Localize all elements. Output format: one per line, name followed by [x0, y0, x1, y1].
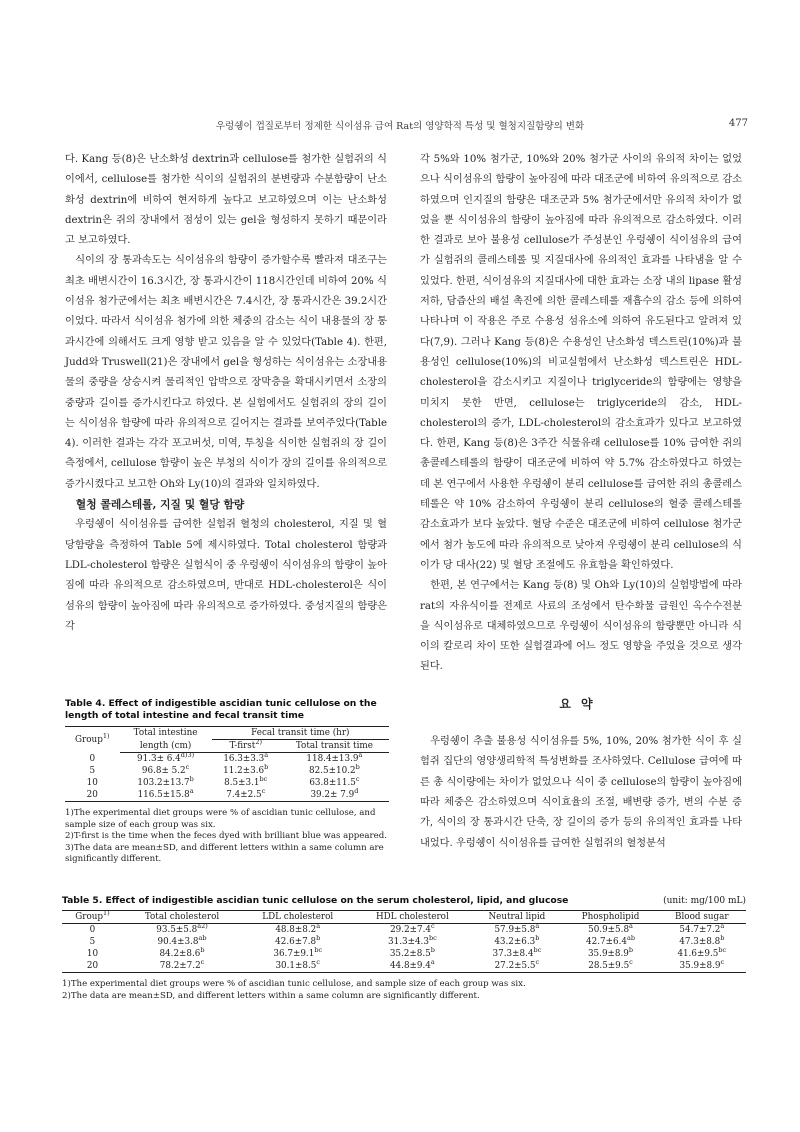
table-cell: 103.2±13.7$^b$: [137, 775, 194, 788]
table-cell: 5: [89, 766, 96, 776]
table-cell: 48.8±8.2$^a$: [275, 922, 321, 935]
column-header: Group$^{1)}$: [65, 727, 120, 753]
column-header: Phospholipid: [563, 911, 657, 924]
table-cell: 10: [86, 778, 98, 788]
table-cell: 57.9±5.8$^a$: [494, 922, 540, 935]
column-header: length (cm): [120, 740, 212, 753]
table-cell: 43.2±6.3$^b$: [494, 934, 540, 947]
table-cell: 47.3±8.8$^b$: [679, 934, 725, 947]
table-cell: 11.2±3.6$^b$: [223, 763, 269, 776]
table-4: [65, 698, 389, 866]
table-cell: 42.7±6.4$^{ab}$: [586, 934, 636, 947]
running-header: 우렁쉥이 껍질로부터 정제한 식이섬유 급여 Rat의 영양학적 특성 및 혈청지질함량의 변화: [215, 121, 585, 132]
body-paragraph: 한편, 본 연구에서는 Kang 등(8) 및 Oh와 Ly(10)의 실험방법에 따라 rat의 자유식이를 전제로 사료의 조성에서 탄수화물 급원인 옥수수전분을 식이섬유로 대체하였으므로 우렁쉥이 식이섬유의 함량뿐만 아니라 식이의 칼로리 차이 또한 실험결과에 어느 정도 영향을 주었을 것으로 생각된다.: [420, 580, 742, 673]
table-cell: 116.5±15.8$^a$: [120, 789, 212, 802]
table-cell: 10: [86, 949, 99, 959]
column-header: LDL cholesterol: [241, 911, 354, 924]
table-cell: 20: [62, 960, 123, 973]
column-group-header: Fecal transit time (hr): [212, 727, 389, 740]
table-cell: 35.9±8.9$^c$: [658, 960, 746, 973]
column-header: Total intestine: [120, 727, 212, 740]
footnote: 2)T-first is the time when the feces dyed with brilliant blue was appeared.: [65, 831, 387, 842]
footnote: 1)The experimental diet groups were % of ascidian tunic cellulose, and sample size of each group was six.: [65, 808, 376, 830]
table-cell: 44.8±9.4$^a$: [354, 960, 470, 973]
table-footnotes: [62, 979, 746, 1002]
data-table: [62, 910, 746, 973]
body-paragraph: 각 5%와 10% 첨가군, 10%와 20% 첨가군 사이의 유의적 차이는 없었으나 식이섬유의 함량이 높아짐에 따라 대조군에 비하여 유의적으로 감소하였으며 인지질의 함량은 대조군과 5% 첨가군에서만 유의적 차이가 없었을 뿐 식이섬유의 함량이 높아짐에 따라 유의적으로 감소하였다. 이러한 결과로 보아 불용성 cellulose가 주성분인 우렁쉥이 식이섬유의 급여가 실험쥐의 콜레스테롤 및 지질대사에 유의적인 효과를 나타냄을 알 수 있었다. 한편, 식이섬유의 지질대사에 대한 효과는 소장 내의 lipase 활성 저하, 담즙산의 배설 촉진에 의한 콜레스테롤 재흡수의 감소 등에 의하여 나타나며 이 작용은 주로 수용성 섬유소에 의하여 유도된다고 알려져 있다(7,9). 그러나 Kang 등(8)은 수용성인 난소화성 덱스트린(10%)과 불용성인 cellulose(10%)의 비교실험에서 난소화성 덱스트린은 HDL-cholesterol을 감소시키고 지질이나 triglyceride의 함량에는 영향을 미치지 못한 반면, cellulose는 triglyceride의 감소, HDL-cholesterol의 증가, LDL-cholesterol의 감소효과가 있다고 보고하였다. 한편, Kang 등(8)은 3주간 식물유래 cellulose를 10% 급여한 쥐의 총콜레스테롤의 함량이 대조군에 비하여 약 5.7% 감소하였다고 하였는데 본 연구에서 사용한 우렁쉥이 분리 cellulose를 급여한 쥐의 총콜레스테롤은 약 10% 감소하여 우렁쉥이 분리 cellulose의 혈중 콜레스테롤 감소효과가 보다 높았다. 혈당 수준은 대조군에 비하여 cellulose 첨가군에서 첨가 농도에 따라 유의적으로 낮아져 우렁쉥이 분리 cellulose의 식이가 당 대사(22) 및 혈당 조절에도 유효함을 확인하였다.: [420, 154, 742, 571]
table-cell: 30.1±8.5$^c$: [241, 960, 354, 973]
table-cell: 39.2± 7.9$^d$: [280, 789, 389, 802]
right-column: [420, 150, 742, 854]
body-paragraph: 다. Kang 등(8)은 난소화성 dextrin과 cellulose를 첨가한 실험쥐의 식이에서, cellulose를 첨가한 식이의 실험쥐의 분변량과 수분함량이 난소화성 dextrin에 비하여 현저하게 높다고 보고하였으며 이는 난소화성 dextrin은 쥐의 장내에서 점성이 있는 gel을 형성하지 못하기 때문이라고 보고하였다.: [65, 154, 387, 247]
table-cell: 8.5±3.1$^{bc}$: [224, 775, 268, 788]
left-column: [65, 150, 387, 637]
table-row: [65, 753, 389, 766]
summary-heading: 요약: [559, 696, 603, 711]
table-cell: 41.6±9.5$^{bc}$: [677, 946, 727, 959]
table-footnotes: [65, 808, 389, 866]
table-cell: 36.7±9.1$^{bc}$: [273, 946, 323, 959]
body-paragraph: 식이의 장 통과속도는 식이섬유의 함량이 증가할수록 빨라져 대조구는 최초 배변시간이 16.3시간, 장 통과시간이 118시간인데 비하여 20% 식이섬유 첨가군에서는 최초 배변시간은 7.4시간, 장 통과시간은 39.2시간이었다. 따라서 식이섬유 첨가에 의한 체중의 감소는 식이 내용물의 장 통과시간에 의해서도 크게 영향 받고 있음을 알 수 있었다(Table 4). 한편, Judd와 Truswell(21)은 장내에서 gel을 형성하는 식이섬유는 소장내용물의 중량을 상승시켜 물리적인 압박으로 장막층을 확대시키면서 소장의 중량과 길이를 증가시킨다고 하였다. 본 실험에서도 실험쥐의 장의 길이는 식이섬유 함량에 따라 유의적으로 길어지는 결과를 보여주었다(Table 4). 이러한 결과는 각각 포고버섯, 미역, 투칭을 식이한 실험쥐의 장 길이 측정에서, cellulose 함량이 높은 부청의 식이가 장의 길이를 유의적으로 증가시켰다고 보고한 Oh와 Ly(10)의 결과와 일치하였다.: [65, 255, 387, 490]
data-table: [65, 726, 389, 802]
column-header: Total transit time: [280, 740, 389, 753]
column-header: Group$^{1)}$: [62, 911, 123, 924]
table-cell: 16.3±3.3$^a$: [223, 751, 269, 764]
summary-paragraph: 우렁쉥이 추출 불용성 식이섬유를 5%, 10%, 20% 첨가한 식이 후 실험쥐 집단의 영양생리학적 특성변화를 조사하였다. Cellulose 급여에 따른 총 식이량에는 차이가 없었으나 식이 중 cellulose의 함량이 높아짐에 따라 체중은 감소하였으며 식이효율의 조절, 배변량 증가, 변의 수분 증가, 식이의 장 통과시간 단축, 장 길이의 증가 등의 유의적인 효과를 나타내었다. 우렁쉥이 식이섬유를 급여한 실험쥐의 혈청분석: [420, 736, 742, 849]
table-5: [62, 895, 746, 1002]
table-caption: Table 5. Effect of indigestible ascidian tunic cellulose on the serum cholesterol, lipid, and glucose: [62, 895, 569, 906]
body-paragraph: 우렁쉥이 식이섬유를 급여한 실험쥐 혈청의 cholesterol, 지질 및 혈당함량을 측정하여 Table 5에 제시하였다. Total cholesterol 함량과 LDL-cholesterol 함량은 실험식이 중 우렁쉥이 식이섬유의 함량이 높아짐에 따라 유의적으로 감소하였으며, 반대로 HDL-cholesterol은 식이섬유의 함량이 높아짐에 따라 유의적으로 증가하였다. 중성지질의 함량은 각: [65, 519, 387, 632]
table-cell: 0: [89, 925, 96, 935]
table-cell: 84.2±8.6$^b$: [159, 946, 205, 959]
table-cell: 118.4±13.9$^a$: [306, 751, 363, 764]
table-cell: 31.3±4.3$^{bc}$: [388, 934, 437, 947]
table-cell: $93.5\pm 5.8^{a2)}$: [156, 922, 208, 935]
table-cell: 37.3±8.4$^{bc}$: [492, 946, 542, 959]
table-row: [62, 960, 746, 973]
table-cell: 20: [65, 789, 120, 802]
table-cell: 29.2±7.4$^c$: [390, 922, 435, 935]
table-cell: 78.2±7.2$^c$: [123, 960, 241, 973]
table-cell: 50.9±5.8$^a$: [588, 922, 633, 935]
table-cell: 0: [89, 753, 96, 764]
table-cell: 82.5±10.2$^b$: [309, 763, 360, 776]
column-header: HDL cholesterol: [354, 911, 470, 924]
table-row: [62, 936, 746, 948]
table-cell: 42.6±7.8$^b$: [275, 934, 321, 947]
table-row: [62, 924, 746, 937]
table-row: [65, 789, 389, 802]
table-cell: 27.2±5.5$^c$: [470, 960, 563, 973]
table-caption: Table 4. Effect of indigestible ascidian tunic cellulose on the length of total intestine and fecal transit time: [65, 698, 377, 721]
page-number: 477: [728, 118, 748, 129]
table-row: [62, 948, 746, 960]
table-row: [65, 777, 389, 789]
table-cell: $91.3\pm 6.4^{d)3)}$: [137, 751, 195, 764]
column-header: T-first$^{2)}$: [212, 740, 280, 753]
table-unit: (unit: mg/100 mL): [663, 896, 746, 906]
table-cell: 7.4±2.5$^c$: [212, 789, 280, 802]
footnote: 3)The data are mean±SD, and different letters within a same column are significantly different.: [65, 842, 384, 865]
column-header: Total cholesterol: [123, 911, 241, 924]
table-cell: 96.8± 5.2$^c$: [141, 763, 190, 776]
table-cell: 35.2±8.5$^b$: [389, 946, 435, 959]
column-header: Blood sugar: [658, 911, 746, 924]
footnote: 2)The data are mean±SD, and different letters within a same column are significantly different.: [62, 990, 480, 1001]
table-row: [65, 765, 389, 777]
table-cell: 90.4±3.8$^{ab}$: [157, 934, 207, 947]
footnote: 1)The experimental diet groups were % of ascidian tunic cellulose, and sample size of each group was six.: [62, 979, 526, 989]
table-cell: 5: [89, 937, 96, 947]
table-cell: 28.5±9.5$^c$: [563, 960, 657, 973]
table-cell: 54.7±7.2$^a$: [679, 922, 725, 935]
table-cell: 35.9±8.9$^b$: [587, 946, 634, 959]
table-cell: 63.8±11.5$^c$: [309, 775, 360, 788]
section-heading: 혈청 콜레스테롤, 지질 및 혈당 함량: [75, 498, 245, 512]
column-header: Neutral lipid: [470, 911, 563, 924]
